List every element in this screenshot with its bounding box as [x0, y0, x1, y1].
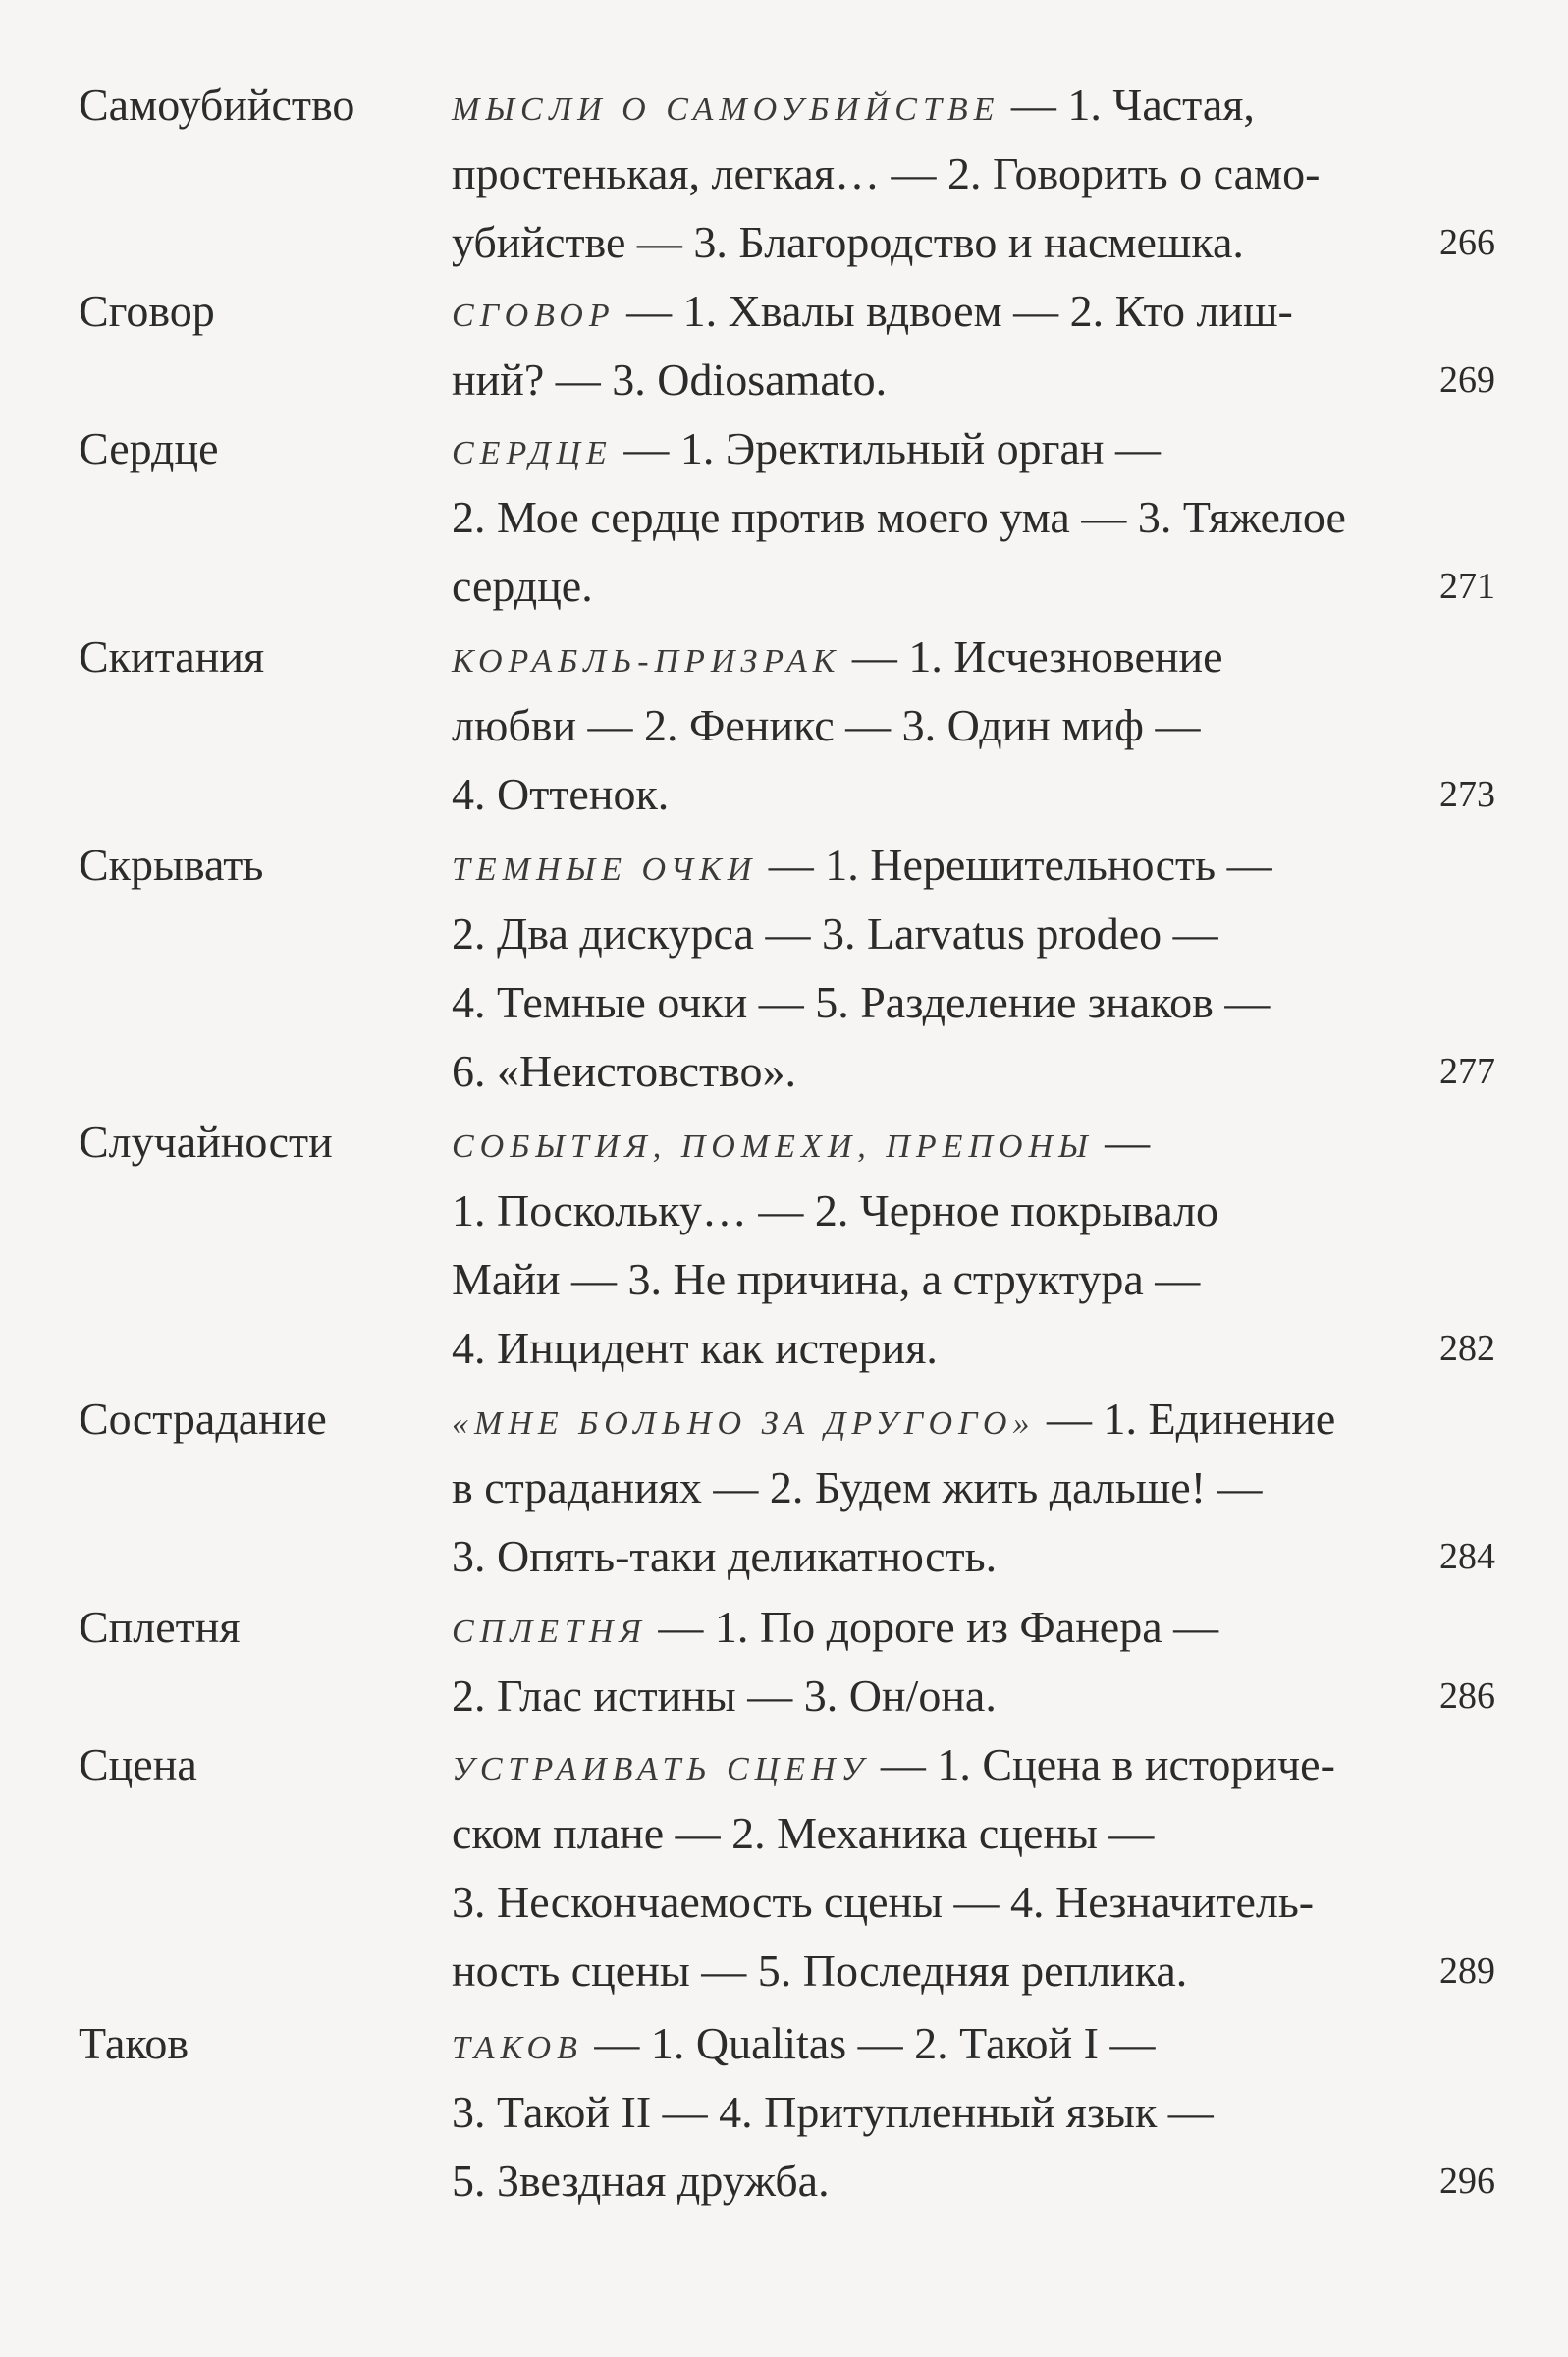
entry-term: Случайности: [79, 1117, 333, 1167]
entry-line: ском плане — 2. Механика сцены —: [452, 1808, 1155, 1858]
page-number: 286: [1439, 1675, 1495, 1717]
entry-keyword: СПЛЕТНЯ: [452, 1614, 647, 1650]
entry-line: в страданиях — 2. Будем жить дальше! —: [452, 1462, 1263, 1512]
entry-term: Сострадание: [79, 1394, 327, 1444]
page-number: 277: [1439, 1051, 1495, 1092]
entry-term: Скрывать: [79, 840, 264, 890]
entry-line: УСТРАИВАТЬ СЦЕНУ — 1. Сцена в историче-: [452, 1739, 1335, 1789]
entry-keyword: ТАКОВ: [452, 2030, 583, 2066]
page-number: 282: [1439, 1328, 1495, 1369]
page-number: 271: [1439, 566, 1495, 607]
page-number: 269: [1439, 359, 1495, 401]
entry-line: СОБЫТИЯ, ПОМЕХИ, ПРЕПОНЫ —: [452, 1117, 1151, 1167]
page-number: 266: [1439, 222, 1495, 263]
entry-line: сердце.: [452, 561, 593, 611]
entry-keyword: СЕРДЦЕ: [452, 435, 613, 471]
entry-line: любви — 2. Феникс — 3. Один миф —: [452, 700, 1201, 750]
entry-line: 4. Оттенок.: [452, 769, 670, 819]
entry-line: убийстве — 3. Благородство и насмешка.: [452, 217, 1244, 267]
entry-term: Самоубийство: [79, 80, 355, 130]
entry-keyword: «МНЕ БОЛЬНО ЗА ДРУГОГО»: [452, 1405, 1036, 1442]
entry-keyword: СОБЫТИЯ, ПОМЕХИ, ПРЕПОНЫ: [452, 1128, 1094, 1165]
entry-term: Сцена: [79, 1739, 197, 1789]
entry-line: МЫСЛИ О САМОУБИЙСТВЕ — 1. Частая,: [452, 80, 1255, 130]
entry-line: «МНЕ БОЛЬНО ЗА ДРУГОГО» — 1. Единение: [452, 1394, 1336, 1444]
entry-term: Сплетня: [79, 1602, 241, 1652]
page-number: 296: [1439, 2161, 1495, 2202]
entry-line: 3. Опять-таки деликатность.: [452, 1531, 998, 1581]
entry-line: 4. Темные очки — 5. Разделение знаков —: [452, 977, 1271, 1027]
entry-line: ТЕМНЫЕ ОЧКИ — 1. Нерешительность —: [452, 840, 1272, 890]
entry-line: 4. Инцидент как истерия.: [452, 1323, 938, 1373]
entry-line: 1. Поскольку… — 2. Черное покрывало: [452, 1185, 1218, 1235]
entry-keyword: СГОВОР: [452, 298, 616, 334]
entry-line: 3. Такой II — 4. Притупленный язык —: [452, 2087, 1214, 2137]
entry-term: Сговор: [79, 286, 215, 336]
entry-line: простенькая, легкая… — 2. Говорить о само-: [452, 148, 1321, 198]
entry-line: 2. Глас истины — 3. Он/она.: [452, 1671, 997, 1721]
entry-line: 5. Звездная дружба.: [452, 2156, 830, 2206]
entry-keyword: КОРАБЛЬ-ПРИЗРАК: [452, 643, 841, 680]
entry-line: СПЛЕТНЯ — 1. По дороге из Фанера —: [452, 1602, 1219, 1652]
entry-keyword: ТЕМНЫЕ ОЧКИ: [452, 851, 758, 888]
entry-term: Скитания: [79, 631, 265, 682]
entry-line: ний? — 3. Odiosamato.: [452, 355, 888, 405]
page-number: 289: [1439, 1950, 1495, 1992]
entry-line: ность сцены — 5. Последняя реплика.: [452, 1946, 1188, 1996]
entry-line: Майи — 3. Не причина, а структура —: [452, 1254, 1201, 1304]
entry-term: Таков: [79, 2018, 189, 2068]
entry-keyword: МЫСЛИ О САМОУБИЙСТВЕ: [452, 91, 1000, 128]
entry-line: 3. Нескончаемость сцены — 4. Незначитель-: [452, 1877, 1315, 1927]
page-number: 284: [1439, 1536, 1495, 1577]
entry-line: 6. «Неистовство».: [452, 1046, 797, 1096]
entry-keyword: УСТРАИВАТЬ СЦЕНУ: [452, 1751, 870, 1787]
entry-term: Сердце: [79, 423, 219, 473]
page-number: 273: [1439, 774, 1495, 815]
entry-line: ТАКОВ — 1. Qualitas — 2. Такой I —: [452, 2018, 1156, 2068]
entry-line: 2. Два дискурса — 3. Larvatus prodeo —: [452, 908, 1218, 959]
entry-line: СЕРДЦЕ — 1. Эректильный орган —: [452, 423, 1162, 473]
entry-line: КОРАБЛЬ-ПРИЗРАК — 1. Исчезновение: [452, 631, 1223, 682]
entry-line: 2. Мое сердце против моего ума — 3. Тяжелое: [452, 492, 1346, 542]
entry-line: СГОВОР — 1. Хвалы вдвоем — 2. Кто лиш-: [452, 286, 1293, 336]
